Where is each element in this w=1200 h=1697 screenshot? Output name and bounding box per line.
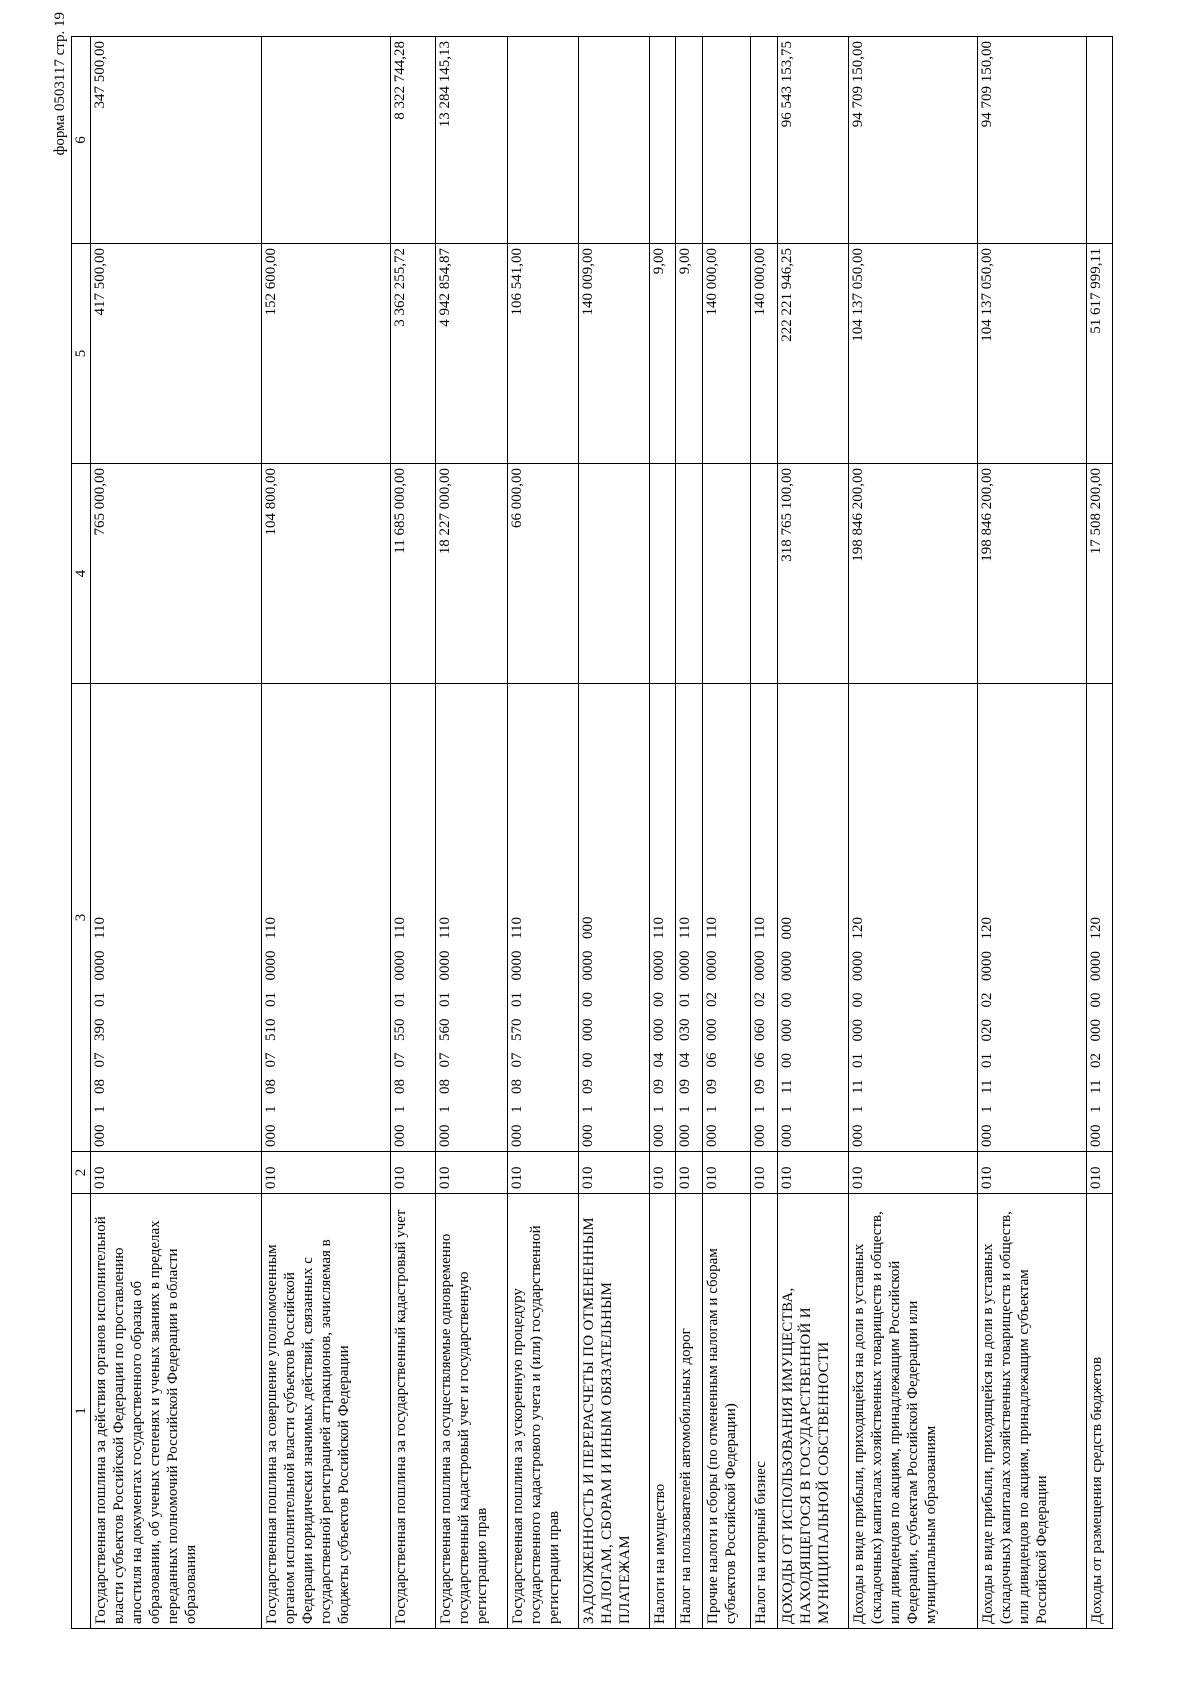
row-unexecuted-amount [676, 37, 702, 244]
table-row [436, 37, 507, 1629]
row-name: Доходы от размещения средств бюджетов [1086, 1194, 1112, 1629]
row-line-code: 010 [777, 1152, 848, 1194]
row-approved-amount [650, 464, 676, 684]
table-row [1086, 37, 1112, 1629]
row-name: Налоги на имущество [650, 1194, 676, 1629]
row-approved-amount: 198 846 200,00 [977, 464, 1086, 684]
table-row [391, 37, 436, 1629]
row-name: Государственная пошлина за государственный кадастровый учет [391, 1194, 436, 1629]
row-unexecuted-amount [702, 37, 751, 244]
table-row [650, 37, 676, 1629]
table-row [676, 37, 702, 1629]
revenue-table [71, 36, 1113, 1629]
row-executed-amount: 4 942 854,87 [436, 244, 507, 464]
row-unexecuted-amount [578, 37, 649, 244]
row-unexecuted-amount: 96 543 153,75 [777, 37, 848, 244]
row-executed-amount: 222 221 946,25 [777, 244, 848, 464]
row-approved-amount: 765 000,00 [91, 464, 262, 684]
row-line-code: 010 [650, 1152, 676, 1194]
row-unexecuted-amount [1086, 37, 1112, 244]
row-name: ЗАДОЛЖЕННОСТЬ И ПЕРЕРАСЧЕТЫ ПО ОТМЕНЕННЫМ НАЛОГАМ, СБОРАМ И ИНЫМ ОБЯЗАТЕЛЬНЫМ ПЛАТЕЖАМ [578, 1194, 649, 1629]
row-executed-amount: 3 362 255,72 [391, 244, 436, 464]
row-budget-code: 000 1 09 06 000 02 0000 110 [702, 684, 751, 1152]
row-name: Доходы в виде прибыли, приходящейся на доли в уставных (складочных) капиталах хозяйственных товариществ и обществ, или дивидендов по акциям, принадлежащим Российской Федерации, субъектам Российской Федерации или муниципальным образованиям [849, 1194, 978, 1629]
table-row [262, 37, 391, 1629]
row-budget-code: 000 1 08 07 570 01 0000 110 [507, 684, 578, 1152]
row-unexecuted-amount: 94 709 150,00 [977, 37, 1086, 244]
row-line-code: 010 [849, 1152, 978, 1194]
row-executed-amount: 104 137 050,00 [977, 244, 1086, 464]
row-executed-amount: 417 500,00 [91, 244, 262, 464]
row-executed-amount: 140 000,00 [702, 244, 751, 464]
row-unexecuted-amount [262, 37, 391, 244]
table-row [91, 37, 262, 1629]
row-executed-amount: 104 137 050,00 [849, 244, 978, 464]
row-executed-amount: 152 600,00 [262, 244, 391, 464]
row-line-code: 010 [507, 1152, 578, 1194]
row-unexecuted-amount: 94 709 150,00 [849, 37, 978, 244]
row-unexecuted-amount: 347 500,00 [91, 37, 262, 244]
row-line-code: 010 [702, 1152, 751, 1194]
row-name: Доходы в виде прибыли, приходящейся на доли в уставных (складочных) капиталах хозяйственных товариществ и обществ, или дивидендов по акциям, принадлежащим субъектам Российской Федерации [977, 1194, 1086, 1629]
row-line-code: 010 [1086, 1152, 1112, 1194]
row-approved-amount: 198 846 200,00 [849, 464, 978, 684]
column-header-1: 1 [72, 1194, 91, 1629]
row-approved-amount: 66 000,00 [507, 464, 578, 684]
row-line-code: 010 [391, 1152, 436, 1194]
table-row [702, 37, 751, 1629]
row-unexecuted-amount [507, 37, 578, 244]
row-name: Государственная пошлина за совершение уполномоченным органом исполнительной власти субъектов Российской Федерации юридически значимых действий, связанных с государственной регистрацией аттракционов, зачисляемая в бюджеты субъектов Российской Федерации [262, 1194, 391, 1629]
table-row [578, 37, 649, 1629]
row-name: Государственная пошлина за осуществляемые одновременно государственный кадастровый учет и государственную регистрацию прав [436, 1194, 507, 1629]
row-executed-amount: 9,00 [650, 244, 676, 464]
row-budget-code: 000 1 09 00 000 00 0000 000 [578, 684, 649, 1152]
row-approved-amount: 18 227 000,00 [436, 464, 507, 684]
table-row [751, 37, 777, 1629]
row-approved-amount [751, 464, 777, 684]
row-name: Налог на игорный бизнес [751, 1194, 777, 1629]
row-line-code: 010 [751, 1152, 777, 1194]
row-unexecuted-amount [650, 37, 676, 244]
column-header-2: 2 [72, 1152, 91, 1194]
row-approved-amount [676, 464, 702, 684]
table-row [849, 37, 978, 1629]
row-executed-amount: 140 009,00 [578, 244, 649, 464]
row-name: Государственная пошлина за ускоренную процедуру государственного кадастрового учета и (или) государственной регистрации прав [507, 1194, 578, 1629]
row-line-code: 010 [262, 1152, 391, 1194]
row-approved-amount [578, 464, 649, 684]
row-name: Налог на пользователей автомобильных дорог [676, 1194, 702, 1629]
table-row [777, 37, 848, 1629]
row-executed-amount: 140 000,00 [751, 244, 777, 464]
table-row [507, 37, 578, 1629]
form-label: форма 0503117 стр. 19 [52, 12, 68, 156]
row-approved-amount [702, 464, 751, 684]
row-unexecuted-amount [751, 37, 777, 244]
row-budget-code: 000 1 11 00 000 00 0000 000 [777, 684, 848, 1152]
column-header-5: 5 [72, 244, 91, 464]
column-header-6: 6 [72, 37, 91, 244]
row-approved-amount: 11 685 000,00 [391, 464, 436, 684]
table-row [977, 37, 1086, 1629]
row-unexecuted-amount: 8 322 744,28 [391, 37, 436, 244]
column-number-row [72, 37, 91, 1629]
row-budget-code: 000 1 09 04 000 00 0000 110 [650, 684, 676, 1152]
row-budget-code: 000 1 08 07 510 01 0000 110 [262, 684, 391, 1152]
row-executed-amount: 106 541,00 [507, 244, 578, 464]
row-budget-code: 000 1 11 02 000 00 0000 120 [1086, 684, 1112, 1152]
column-header-3: 3 [72, 684, 91, 1152]
row-name: Государственная пошлина за действия органов исполнительной власти субъектов Российской Федерации по проставлению апостиля на документах государственного образца об образовании, об ученых степенях и ученых званиях в пределах переданных полномочий Российской Федерации в области образования [91, 1194, 262, 1629]
row-budget-code: 000 1 08 07 390 01 0000 110 [91, 684, 262, 1152]
row-line-code: 010 [977, 1152, 1086, 1194]
row-name: ДОХОДЫ ОТ ИСПОЛЬЗОВАНИЯ ИМУЩЕСТВА, НАХОДЯЩЕГОСЯ В ГОСУДАРСТВЕННОЙ И МУНИЦИПАЛЬНОЙ СОБСТВЕННОСТИ [777, 1194, 848, 1629]
row-unexecuted-amount: 13 284 145,13 [436, 37, 507, 244]
row-line-code: 010 [91, 1152, 262, 1194]
row-name: Прочие налоги и сборы (по отмененным налогам и сборам субъектов Российской Федерации) [702, 1194, 751, 1629]
row-budget-code: 000 1 11 01 000 00 0000 120 [849, 684, 978, 1152]
row-budget-code: 000 1 11 01 020 02 0000 120 [977, 684, 1086, 1152]
row-budget-code: 000 1 08 07 560 01 0000 110 [436, 684, 507, 1152]
row-approved-amount: 17 508 200,00 [1086, 464, 1112, 684]
row-executed-amount: 9,00 [676, 244, 702, 464]
column-header-4: 4 [72, 464, 91, 684]
row-line-code: 010 [676, 1152, 702, 1194]
row-budget-code: 000 1 08 07 550 01 0000 110 [391, 684, 436, 1152]
row-approved-amount: 318 765 100,00 [777, 464, 848, 684]
row-executed-amount: 51 617 999,11 [1086, 244, 1112, 464]
row-approved-amount: 104 800,00 [262, 464, 391, 684]
row-line-code: 010 [578, 1152, 649, 1194]
row-budget-code: 000 1 09 04 030 01 0000 110 [676, 684, 702, 1152]
row-line-code: 010 [436, 1152, 507, 1194]
row-budget-code: 000 1 09 06 060 02 0000 110 [751, 684, 777, 1152]
